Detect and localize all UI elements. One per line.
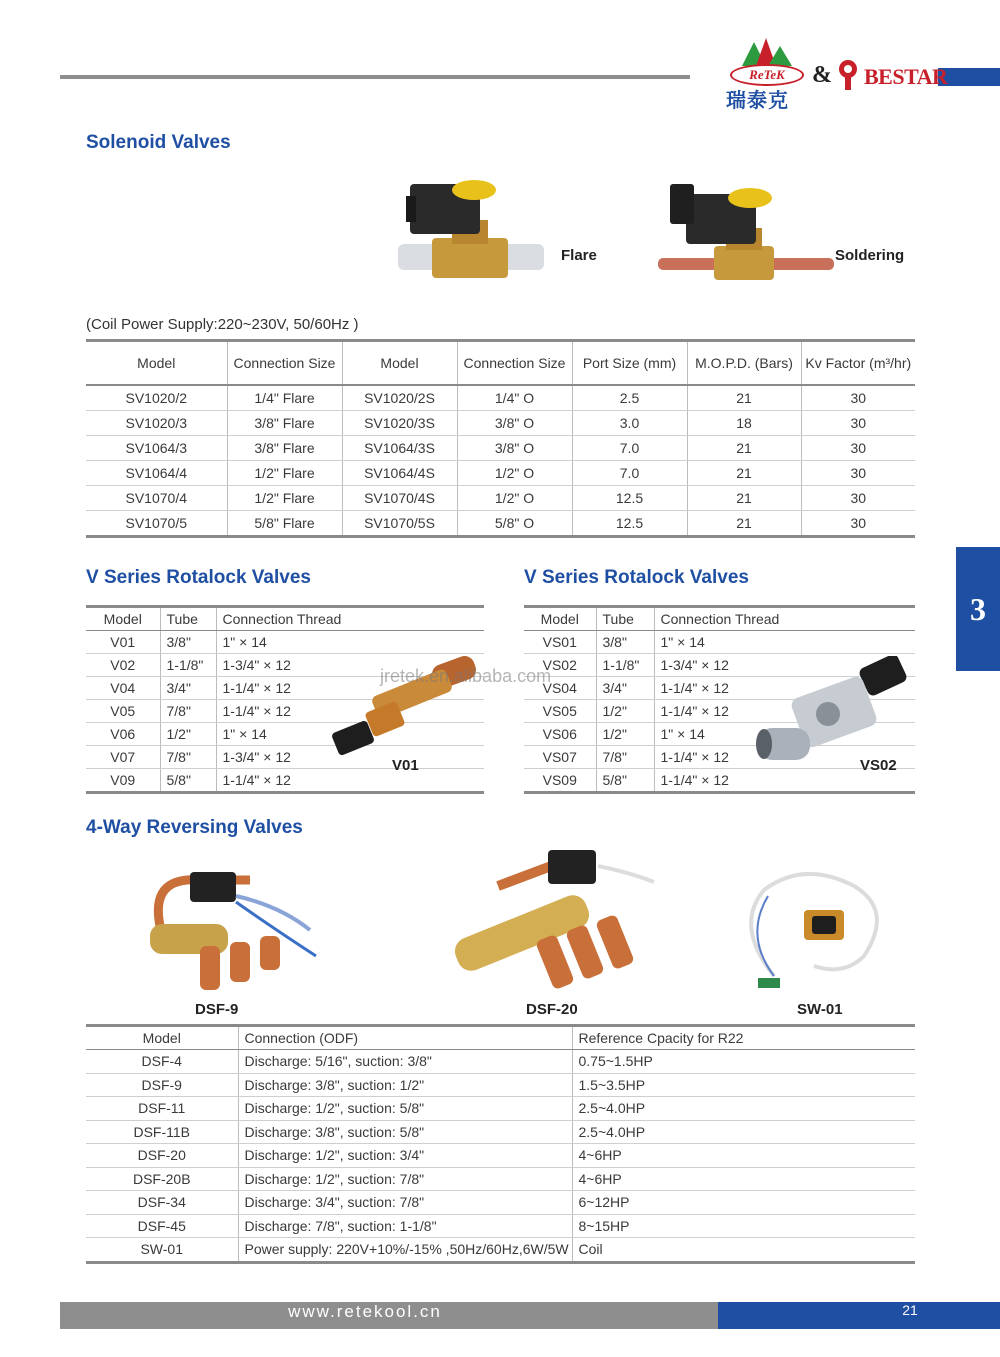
table-cell: 1-3/4" × 12 — [216, 746, 326, 769]
sw01-image — [734, 866, 888, 1000]
table-cell: V09 — [110, 772, 136, 788]
table-cell: Discharge: 3/4", suction: 7/8" — [238, 1191, 572, 1215]
table-cell: 1" × 14 — [216, 723, 326, 746]
footer-accent-bar — [718, 1302, 1000, 1329]
column-header: Reference Cpacity for R22 — [572, 1026, 915, 1050]
table-cell: SV1064/4 — [86, 461, 227, 486]
table-cell: V06 — [86, 723, 160, 746]
table-cell: 4~6HP — [572, 1144, 915, 1168]
table-cell: 21 — [687, 486, 801, 511]
table-cell: 30 — [801, 385, 915, 411]
table-cell: 2.5 — [572, 385, 687, 411]
table-cell: 5/8" — [596, 769, 654, 793]
table-cell: SV1070/5 — [125, 515, 187, 531]
table-cell: VS02 — [524, 654, 596, 677]
table-cell: SV1064/4S — [342, 461, 457, 486]
retek-logo-word: ReTeK — [730, 64, 804, 86]
table-cell: VS09 — [542, 772, 577, 788]
table-cell: 3/4" — [160, 677, 216, 700]
table-cell: SV1070/5S — [342, 511, 457, 537]
table-cell: DSF-9 — [86, 1073, 238, 1097]
table-cell: 3.0 — [572, 411, 687, 436]
table-cell: 12.5 — [572, 511, 687, 537]
table-cell: V07 — [86, 746, 160, 769]
table-cell: 7/8" — [160, 746, 216, 769]
table-cell: SV1070/4 — [86, 486, 227, 511]
column-header: Model — [524, 607, 596, 631]
table-cell: 1/4" Flare — [227, 385, 342, 411]
table-cell: VS01 — [524, 631, 596, 654]
soldering-label: Soldering — [835, 247, 905, 264]
table-cell: 1" × 14 — [654, 631, 746, 654]
table-cell: DSF-4 — [86, 1050, 238, 1074]
table-cell: 1-1/4" × 12 — [216, 700, 326, 723]
table-cell: 1/2" — [160, 723, 216, 746]
table-cell: 1-3/4" × 12 — [216, 654, 326, 677]
table-cell: 30 — [801, 411, 915, 436]
table-cell: 1-1/4" × 12 — [654, 677, 746, 700]
table-row — [86, 631, 484, 654]
table-row — [86, 1120, 915, 1144]
dsf20-image — [448, 846, 660, 996]
table-row — [86, 1214, 915, 1238]
table-cell: 1/4" O — [457, 385, 572, 411]
fourway-table — [86, 1024, 915, 1264]
column-header: Model — [86, 607, 160, 631]
column-header: Model — [86, 341, 227, 386]
table-cell: 1.5~3.5HP — [572, 1073, 915, 1097]
solenoid-soldering-image — [656, 180, 836, 290]
solenoid-section-title: Solenoid Valves — [86, 132, 231, 153]
table-cell: 3/8" O — [457, 436, 572, 461]
column-header: Model — [86, 1026, 238, 1050]
table-cell: DSF-20 — [86, 1144, 238, 1168]
table-cell: Discharge: 3/8", suction: 5/8" — [238, 1120, 572, 1144]
table-cell: 4~6HP — [572, 1167, 915, 1191]
table-row — [86, 769, 484, 793]
table-cell: 12.5 — [572, 486, 687, 511]
table-cell: 1/2" O — [457, 461, 572, 486]
table-cell: 1/2" Flare — [227, 486, 342, 511]
table-cell: SV1070/4S — [342, 486, 457, 511]
table-cell: 3/8" — [596, 631, 654, 654]
table-cell: 7/8" — [160, 700, 216, 723]
table-cell: DSF-20B — [86, 1167, 238, 1191]
column-header: Connection Thread — [654, 607, 915, 631]
table-cell: SW-01 — [140, 1241, 184, 1258]
table-cell: 3/8" O — [457, 411, 572, 436]
column-header: Connection (ODF) — [238, 1026, 572, 1050]
table-cell: DSF-11 — [86, 1097, 238, 1121]
table-cell: VS07 — [524, 746, 596, 769]
vs02-label: VS02 — [860, 757, 897, 774]
table-row — [86, 1167, 915, 1191]
column-header: M.O.P.D. (Bars) — [687, 341, 801, 386]
table-cell: 7.0 — [572, 461, 687, 486]
table-cell: 1/2" Flare — [227, 461, 342, 486]
retek-logo-chinese: 瑞泰克 — [726, 88, 789, 112]
table-row — [86, 411, 915, 436]
header-rule — [60, 75, 690, 79]
table-cell: 1-1/4" × 12 — [654, 769, 746, 793]
column-header: Port Size (mm) — [572, 341, 687, 386]
table-cell: Discharge: 1/2", suction: 3/4" — [238, 1144, 572, 1168]
table-cell: VS05 — [524, 700, 596, 723]
table-cell: V01 — [86, 631, 160, 654]
table-row — [524, 631, 915, 654]
table-cell: 30 — [801, 461, 915, 486]
table-row — [86, 1144, 915, 1168]
solenoid-table-header — [86, 341, 915, 386]
table-cell: DSF-45 — [86, 1214, 238, 1238]
table-cell: VS06 — [524, 723, 596, 746]
footer-url: www.retekool.cn — [288, 1302, 442, 1321]
column-header: Tube — [596, 607, 654, 631]
table-cell: SV1064/3S — [342, 436, 457, 461]
table-cell: 30 — [801, 436, 915, 461]
table-row — [86, 436, 915, 461]
table-cell: 21 — [687, 436, 801, 461]
solenoid-flare-image — [396, 176, 546, 286]
table-row — [86, 461, 915, 486]
fourway-table-header — [86, 1026, 915, 1050]
table-cell: VS04 — [524, 677, 596, 700]
table-cell: 1-1/4" × 12 — [216, 769, 326, 793]
rotalock-right-title: V Series Rotalock Valves — [524, 567, 749, 588]
table-cell: 1/2" — [596, 723, 654, 746]
bestar-logo-word: BESTAR — [864, 64, 948, 89]
flare-label: Flare — [561, 247, 597, 264]
table-cell: SV1020/2 — [86, 385, 227, 411]
retek-logo — [722, 36, 808, 112]
table-row — [86, 511, 915, 537]
table-cell: 1" × 14 — [654, 723, 746, 746]
solenoid-table — [86, 339, 915, 538]
table-cell: 1-1/8" — [160, 654, 216, 677]
table-cell: 1" × 14 — [216, 631, 326, 654]
chapter-tab: 3 — [956, 547, 1000, 671]
table-cell: 2.5~4.0HP — [572, 1120, 915, 1144]
table-cell: 5/8" — [160, 769, 216, 793]
column-header: Connection Size — [227, 341, 342, 386]
table-cell: V04 — [86, 677, 160, 700]
table-cell: 7/8" — [596, 746, 654, 769]
table-cell: 1-1/4" × 12 — [216, 677, 326, 700]
table-cell: 5/8" O — [457, 511, 572, 537]
table-cell: Discharge: 3/8", suction: 1/2" — [238, 1073, 572, 1097]
table-cell: 5/8" Flare — [227, 511, 342, 537]
table-cell: Discharge: 5/16", suction: 3/8" — [238, 1050, 572, 1074]
table-cell: Power supply: 220V+10%/-15% ,50Hz/60Hz,6W/5W — [238, 1238, 572, 1263]
table-cell: SV1064/3 — [86, 436, 227, 461]
table-cell: 8~15HP — [572, 1214, 915, 1238]
rotalock-right-header — [524, 607, 915, 631]
table-cell: Discharge: 7/8", suction: 1-1/8" — [238, 1214, 572, 1238]
coil-power-note: (Coil Power Supply:220~230V, 50/60Hz ) — [86, 316, 359, 333]
table-row — [86, 1073, 915, 1097]
table-cell: SV1020/3 — [86, 411, 227, 436]
table-cell: Coil — [572, 1238, 915, 1263]
table-cell: 6~12HP — [572, 1191, 915, 1215]
table-row — [86, 486, 915, 511]
table-cell: 30 — [801, 511, 915, 537]
table-cell: 2.5~4.0HP — [572, 1097, 915, 1121]
table-cell: 3/8" — [160, 631, 216, 654]
table-cell: DSF-34 — [86, 1191, 238, 1215]
page-number: 21 — [902, 1302, 918, 1318]
sw01-label: SW-01 — [797, 1001, 843, 1018]
bestar-logo-mark — [836, 58, 860, 92]
table-cell: 7.0 — [572, 436, 687, 461]
table-cell: 1/2" — [596, 700, 654, 723]
table-cell: 21 — [687, 461, 801, 486]
watermark: jretek.en.alibaba.com — [380, 666, 552, 686]
fourway-section-title: 4-Way Reversing Valves — [86, 817, 303, 838]
table-cell: 3/4" — [596, 677, 654, 700]
rotalock-left-header — [86, 607, 484, 631]
column-header: Connection Size — [457, 341, 572, 386]
table-row — [86, 1050, 915, 1074]
table-cell: 1/2" O — [457, 486, 572, 511]
logo-ampersand: & — [812, 62, 832, 88]
table-cell: 0.75~1.5HP — [572, 1050, 915, 1074]
dsf20-label: DSF-20 — [526, 1001, 578, 1018]
table-cell: 18 — [687, 411, 801, 436]
table-row — [86, 1097, 915, 1121]
table-cell: Discharge: 1/2", suction: 7/8" — [238, 1167, 572, 1191]
table-cell: 1-1/4" × 12 — [654, 746, 746, 769]
table-cell: 30 — [801, 486, 915, 511]
table-cell: SV1020/3S — [342, 411, 457, 436]
column-header: Connection Thread — [216, 607, 484, 631]
table-cell: 1-1/8" — [596, 654, 654, 677]
table-row — [86, 1238, 915, 1263]
table-cell: Discharge: 1/2", suction: 5/8" — [238, 1097, 572, 1121]
column-header: Model — [342, 341, 457, 386]
dsf9-label: DSF-9 — [195, 1001, 239, 1018]
dsf9-image — [140, 866, 326, 994]
table-cell: V02 — [86, 654, 160, 677]
column-header: Tube — [160, 607, 216, 631]
rotalock-left-title: V Series Rotalock Valves — [86, 567, 311, 588]
table-row — [86, 1191, 915, 1215]
table-cell: V05 — [86, 700, 160, 723]
table-row — [86, 385, 915, 411]
table-cell: 1-3/4" × 12 — [654, 654, 746, 677]
column-header: Kv Factor (m³/hr) — [801, 341, 915, 386]
table-cell: 3/8" Flare — [227, 411, 342, 436]
table-cell: 21 — [687, 385, 801, 411]
table-cell: 1-1/4" × 12 — [654, 700, 746, 723]
table-cell: 3/8" Flare — [227, 436, 342, 461]
table-cell: SV1020/2S — [342, 385, 457, 411]
table-cell: DSF-11B — [86, 1120, 238, 1144]
table-cell: 21 — [687, 511, 801, 537]
v01-label: V01 — [392, 757, 419, 774]
